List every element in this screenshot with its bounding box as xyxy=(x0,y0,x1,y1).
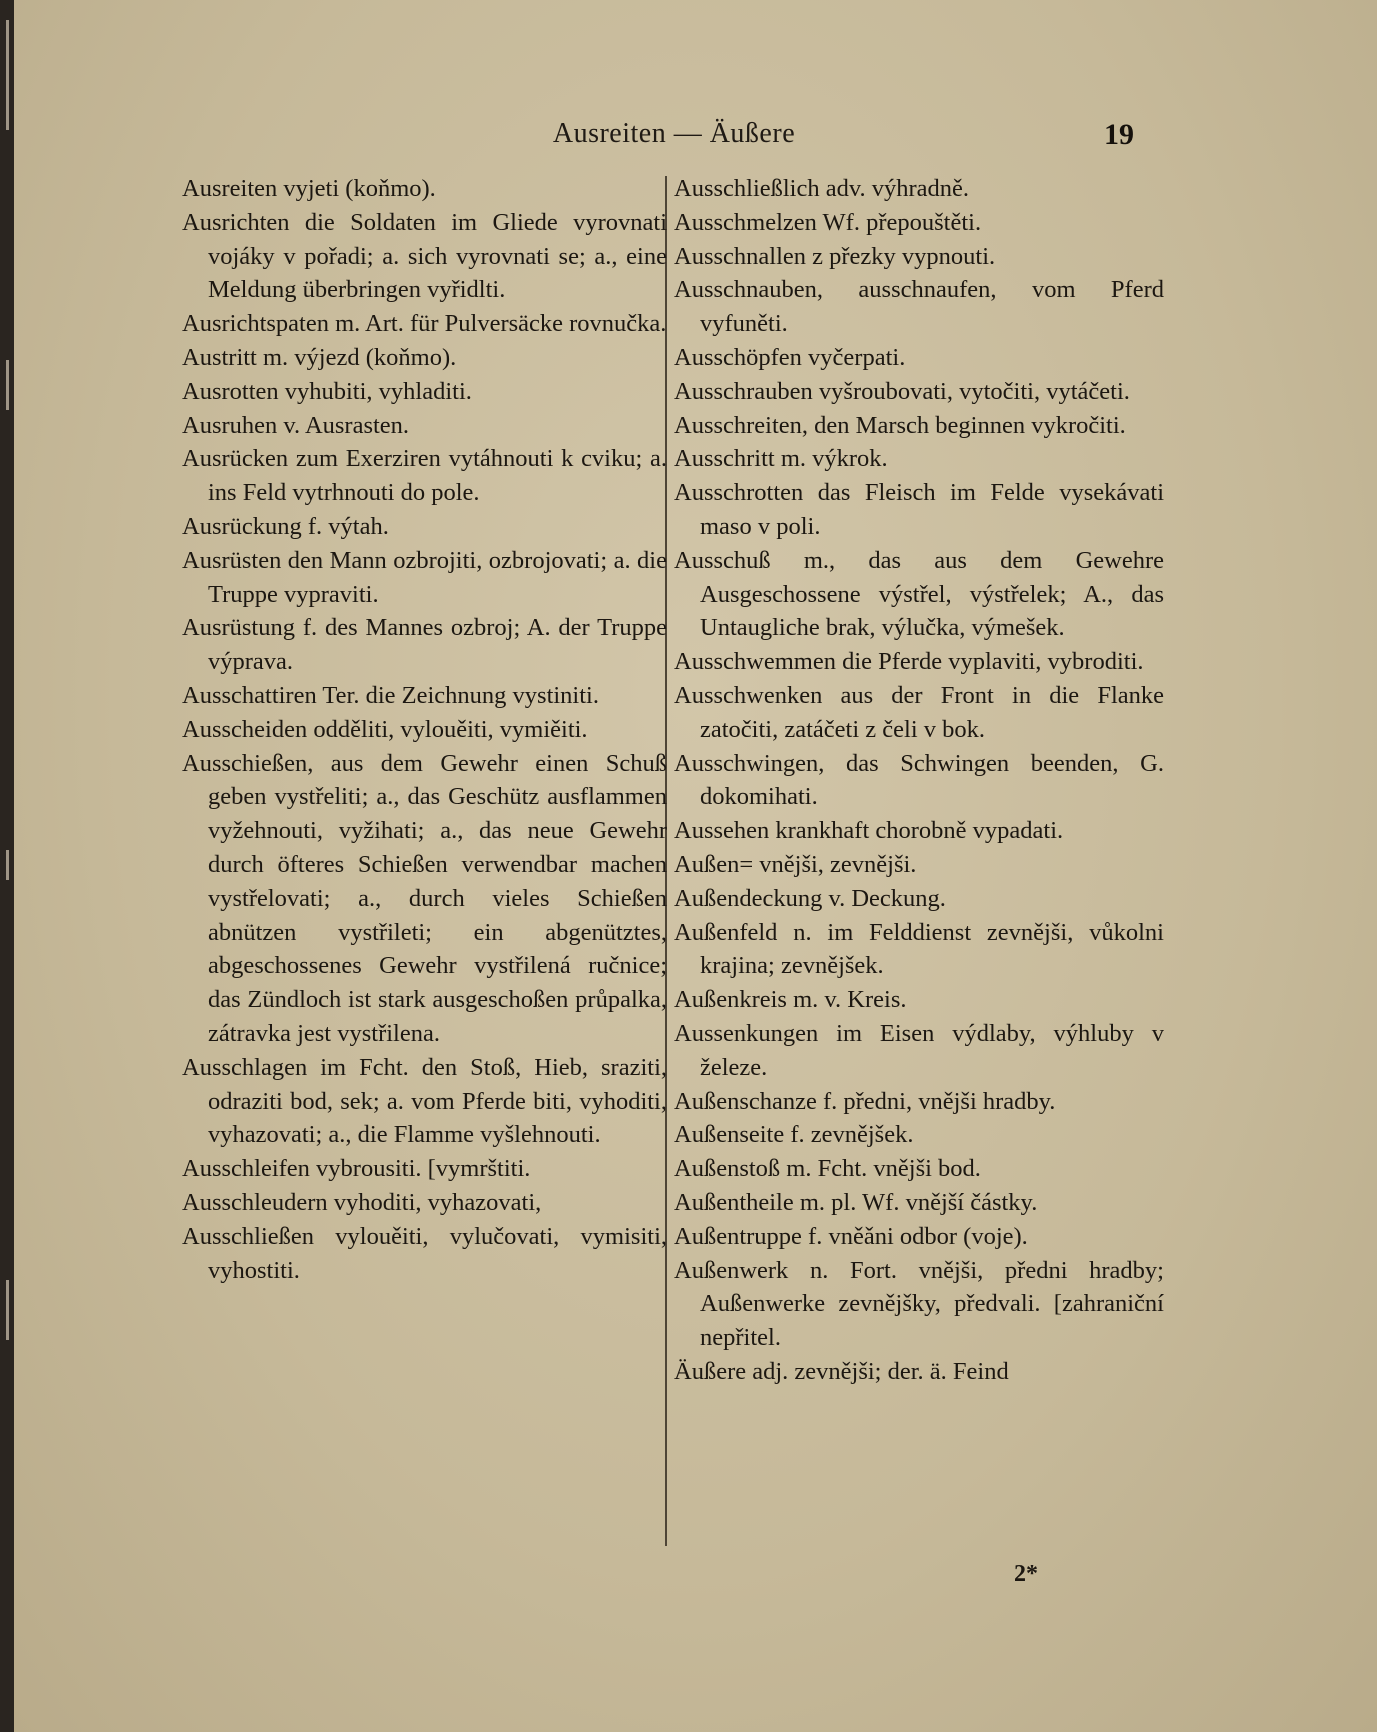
dictionary-entry: Ausschrotten das Fleisch im Felde vysekávati maso v poli. xyxy=(674,479,1164,540)
dictionary-entry: Außenschanze f. předni, vnějši hradby. xyxy=(674,1087,1056,1115)
dictionary-entry: Ausscheiden odděliti, vylouěiti, vymiěiti. xyxy=(182,715,588,743)
dictionary-entry: Ausschreiten, den Marsch beginnen vykročiti. xyxy=(674,411,1126,439)
running-head: Ausreiten — Äußere xyxy=(552,118,796,149)
dictionary-entry: Ausschlagen im Fcht. den Stoß, Hieb, sraziti, odraziti bod, sek; a. vom Pferde biti, vyhoditi, vyhazovati; a., die Flamme vyšlehnouti. xyxy=(182,1053,667,1149)
binding-mark xyxy=(6,360,9,410)
dictionary-entry: Ausschrauben vyšroubovati, vytočiti, vytáčeti. xyxy=(674,377,1130,405)
dictionary-entry: Ausrüsten den Mann ozbrojiti, ozbrojovati; a. die Truppe vypraviti. xyxy=(182,546,667,608)
dictionary-entry: Ausschwemmen die Pferde vyplaviti, vybroditi. xyxy=(674,648,1144,676)
dictionary-entry: Ausschnauben, ausschnaufen, vom Pferd vyfuněti. xyxy=(674,276,1164,338)
dictionary-entry: Außen= vnějši, zevnějši. xyxy=(674,850,917,878)
dictionary-entry: Ausrichten die Soldaten im Gliede vyrovnati vojáky v pořadi; a. sich vyrovnati se; a., eine Meldung überbringen vyřidlti. xyxy=(182,208,667,304)
dictionary-entry: Ausrotten vyhubiti, vyhladiti. xyxy=(182,377,472,405)
dictionary-entry: Ausschleifen vybrousiti. [vymrštiti. xyxy=(182,1155,531,1183)
dictionary-entry: Ausschnallen z přezky vypnouti. xyxy=(674,242,996,270)
dictionary-entry: Außenfeld n. im Felddienst zevnějši, vůkolni krajina; zevnějšek. xyxy=(674,918,1164,980)
book-binding xyxy=(0,0,14,1732)
dictionary-entry: Ausrüstung f. des Mannes ozbroj; A. der Truppe výprava. xyxy=(182,614,667,676)
dictionary-entry: Außenkreis m. v. Kreis. xyxy=(674,986,907,1014)
dictionary-entry: Aussehen krankhaft chorobně vypadati. xyxy=(674,817,1064,845)
dictionary-entry: Ausschießen, aus dem Gewehr einen Schuß geben vystřeliti; a., das Geschütz ausflammen vyžehnouti, vyžihati; a., das neue Gewehr durch öfteres Schießen verwendbar machen vystřelovati; a., durch vieles Schießen abnützen vystřileti; ein abgenütztes, abgeschossenes Gewehr vystřilená ručnice; das Zündloch ist stark ausgeschoßen průpalka, zátravka jest vystřilena. xyxy=(182,749,667,1047)
dictionary-entry: Ausschwingen, das Schwingen beenden, G. dokomihati. xyxy=(674,749,1164,811)
dictionary-entry: Ausreiten vyjeti (koňmo). xyxy=(182,175,436,202)
dictionary-entry: Austritt m. výjezd (koňmo). xyxy=(182,343,457,371)
dictionary-entry: Außendeckung v. Deckung. xyxy=(674,884,946,912)
dictionary-entry: Ausschuß m., das aus dem Gewehre Ausgeschossene výstřel, výstřelek; A., das Untaugliche brak, výlučka, výmešek. xyxy=(674,546,1164,642)
dictionary-entry: Ausschmelzen Wf. přepouštěti. xyxy=(674,208,982,236)
left-column xyxy=(182,172,667,1287)
dictionary-entry: Außenwerk n. Fort. vnějši, předni hradby; Außenwerke zevnějšky, předvali. [zahraniční nepřitel. xyxy=(674,1256,1164,1352)
dictionary-entry: Ausschließlich adv. výhradně. xyxy=(674,175,970,202)
dictionary-entry: Ausschleudern vyhoditi, vyhazovati, xyxy=(182,1188,542,1216)
dictionary-entry: Außenstoß m. Fcht. vnějši bod. xyxy=(674,1155,981,1183)
dictionary-entry: Außenseite f. zevnějšek. xyxy=(674,1121,914,1149)
page-header xyxy=(14,118,1377,158)
dictionary-entry: Außentruppe f. vněǎni odbor (voje). xyxy=(674,1222,1028,1250)
dictionary-entry: Äußere adj. zevnějši; der. ä. Feind xyxy=(674,1357,1009,1385)
dictionary-entry: Ausschöpfen vyčerpati. xyxy=(674,343,906,371)
dictionary-entry: Außentheile m. pl. Wf. vnější částky. xyxy=(674,1188,1038,1216)
dictionary-page xyxy=(14,0,1377,1732)
dictionary-entry: Aussenkungen im Eisen výdlaby, výhluby v železe. xyxy=(674,1019,1164,1081)
binding-mark xyxy=(6,1280,9,1340)
dictionary-entry: Ausrücken zum Exerziren vytáhnouti k cviku; a. ins Feld vytrhnouti do pole. xyxy=(182,445,667,507)
binding-mark xyxy=(6,20,9,130)
dictionary-entry: Ausruhen v. Ausrasten. xyxy=(182,411,410,439)
dictionary-entry: Ausrichtspaten m. Art. für Pulversäcke rovnučka. xyxy=(182,310,667,338)
right-column xyxy=(674,172,1164,1389)
binding-mark xyxy=(6,850,9,880)
signature-mark: 2* xyxy=(1014,1561,1038,1587)
dictionary-entry: Ausschwenken aus der Front in die Flanke zatočiti, zatáčeti z čeli v bok. xyxy=(674,681,1164,743)
dictionary-entry: Ausschritt m. výkrok. xyxy=(674,445,888,473)
dictionary-entry: Ausrückung f. výtah. xyxy=(182,512,389,540)
page-number: 19 xyxy=(1104,118,1134,151)
dictionary-entry: Ausschließen vylouěiti, vylučovati, vymisiti, vyhostiti. xyxy=(182,1222,667,1284)
dictionary-entry: Ausschattiren Ter. die Zeichnung vystiniti. xyxy=(182,681,599,709)
